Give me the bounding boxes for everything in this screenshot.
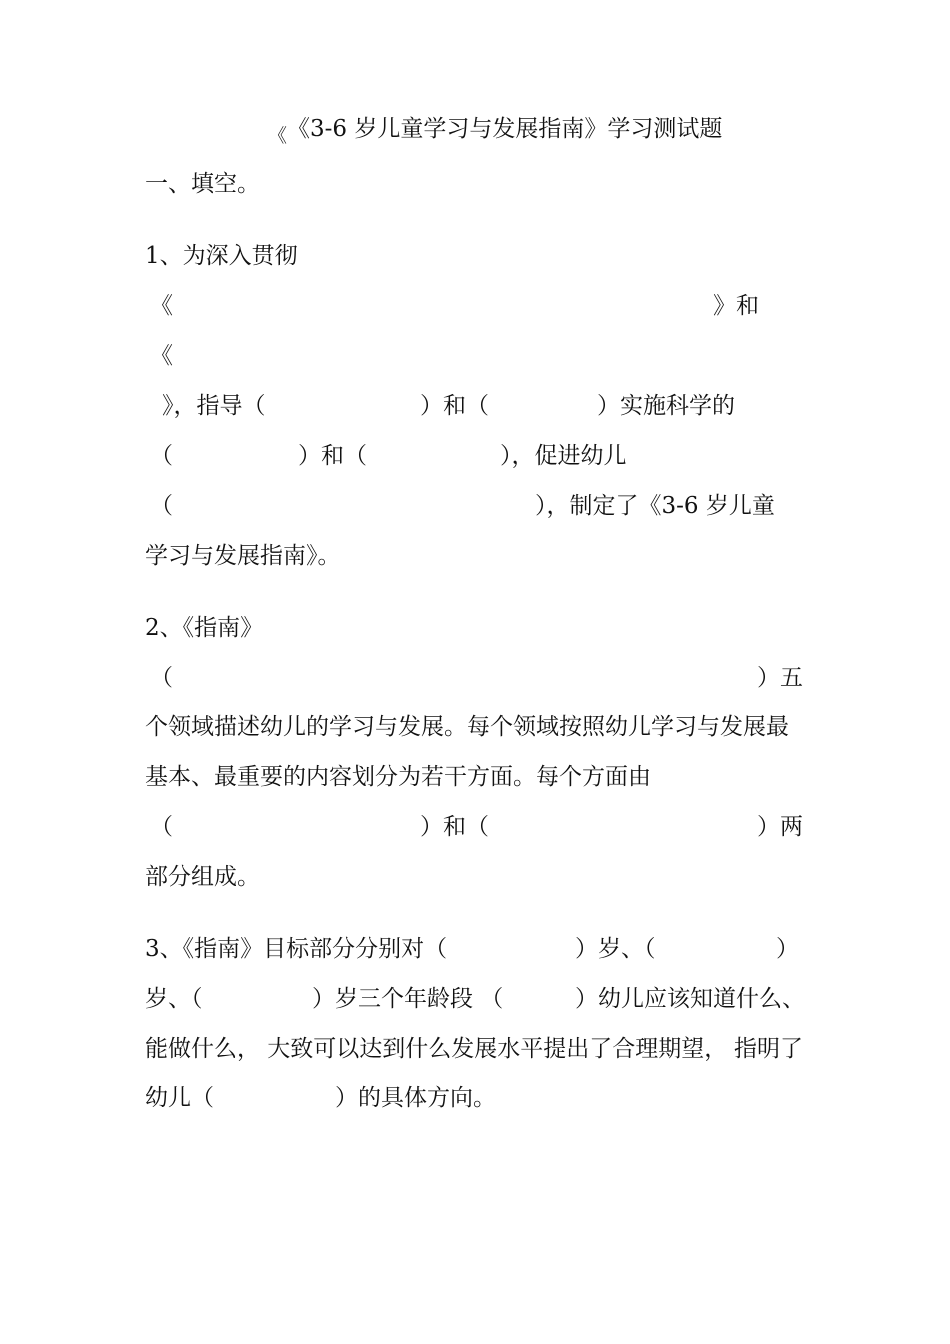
q2-line1: 2、《指南》	[145, 615, 264, 641]
q2-l5-c: ）两	[757, 814, 803, 840]
q3-l2-c: ）幼儿应该知道什么、	[575, 986, 805, 1012]
q1-l5-a: （	[150, 443, 173, 469]
q2-l3: 个领域描述幼儿的学习与发展。每个领域按照幼儿学习与发展最	[145, 714, 789, 740]
q1-l3-open: 《	[150, 343, 173, 369]
q3-l2-b: ）岁三个年龄段 （	[312, 986, 504, 1012]
q1-l6-b: ），制定了《3-6 岁儿童	[535, 493, 775, 519]
title-stray-mark: 《	[268, 125, 288, 147]
q2-l4: 基本、最重要的内容划分为若干方面。每个方面由	[145, 764, 651, 790]
q2-l5-a: （	[150, 814, 173, 840]
q1-l5-b: ）和（	[298, 443, 367, 469]
q2-l5-b: ）和（	[420, 814, 489, 840]
q1-l6-a: （	[150, 493, 173, 519]
q3-l3-b: 指明了	[734, 1036, 803, 1062]
q3-l3-a: 能做什么， 大致可以达到什么发展水平提出了合理期望，	[145, 1036, 728, 1062]
q1-line1: 1、为深入贯彻	[145, 243, 298, 269]
q2-l2-b: ）五	[757, 665, 803, 691]
q2-l6: 部分组成。	[145, 864, 260, 890]
q1-l7: 学习与发展指南》。	[145, 543, 341, 569]
q2-l2-a: （	[150, 665, 173, 691]
q3-l1-b: ）岁、（	[575, 936, 656, 962]
q1-l2-open: 《	[150, 293, 173, 319]
q1-l4-a: 》，指导（	[162, 393, 266, 419]
q1-l5-c: ），促进幼儿	[500, 443, 627, 469]
page-title: 《3-6 岁儿童学习与发展指南》学习测试题	[287, 116, 723, 142]
q3-l1-a: 3、《指南》目标部分分别对（	[145, 936, 448, 962]
q3-l4-a: 幼儿（	[145, 1085, 214, 1111]
q1-l4-b: ）和（	[420, 393, 489, 419]
q3-l2-a: 岁、（	[145, 986, 203, 1012]
q3-l1-c: ）	[776, 936, 799, 962]
q3-l4-b: ）的具体方向。	[335, 1085, 496, 1111]
section-heading: 一、填空。	[145, 171, 260, 197]
q1-l2-close: 》和	[713, 293, 759, 319]
q1-l4-c: ）实施科学的	[597, 393, 735, 419]
